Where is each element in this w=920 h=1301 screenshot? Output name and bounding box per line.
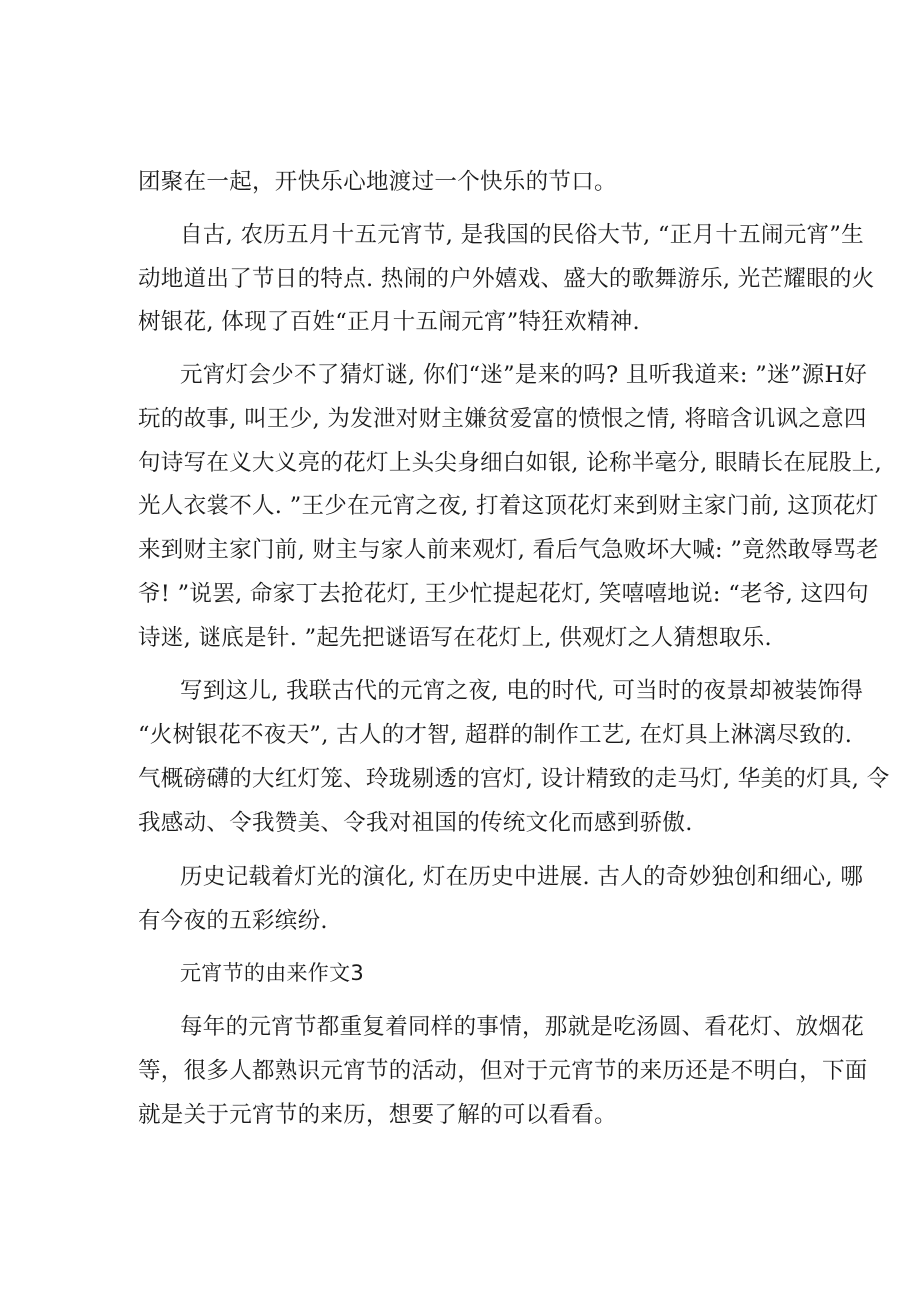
paragraph-3-line-1: 元宵灯会少不了猜灯谜, 你们“迷”是来的吗? 且听我道来: ”迷”源H好 <box>180 362 868 388</box>
paragraph-3-line-2: 玩的故事, 叫王少, 为发泄对财主嫌贫爱富的愤恨之情, 将暗含讥讽之意四 <box>138 406 867 432</box>
paragraph-3-line-5: 来到财主家门前, 财主与家人前来观灯, 看后气急败坏大喊: ”竟然敢辱骂老 <box>138 537 879 563</box>
paragraph-4-line-1: 写到这儿, 我联古代的元宵之夜, 电的时代, 可当时的夜景却被装饰得 <box>180 678 864 704</box>
paragraph-7-line-3: 就是关于元宵节的来历，想要了解的可以看看。 <box>138 1102 617 1128</box>
paragraph-2-line-3: 树银花, 体现了百姓“正月十五闹元宵”特狂欢精神. <box>138 309 640 335</box>
paragraph-5-line-1: 历史记载着灯光的演化, 灯在历史中进展. 古人的奇妙独创和细心, 哪 <box>180 864 864 890</box>
paragraph-1-line-1: 团聚在一起，开快乐心地渡过一个快乐的节口。 <box>138 169 617 195</box>
paragraph-3-line-3: 句诗写在义大义亮的花灯上头尖身细白如银, 论称半毫分, 眼睛长在屁股上, <box>138 450 883 476</box>
paragraph-7-line-2: 等，很多人都熟识元宵节的活动，但对于元宵节的来历还是不明白，下面 <box>138 1058 868 1084</box>
paragraph-2-line-1: 自古, 农历五月十五元宵节, 是我国的民俗大节, “正月十五闹元宵”生 <box>180 222 864 248</box>
paragraph-3-line-6: 爷! ”说罢, 命家丁去抢花灯, 王少忙提起花灯, 笑嘻嘻地说: “老爷, 这四句 <box>138 581 869 607</box>
paragraph-2-line-2: 动地道出了节日的特点. 热闹的户外嬉戏、盛大的歌舞游乐, 光芒耀眼的火 <box>138 266 875 292</box>
paragraph-5-line-2: 有今夜的五彩缤纷. <box>138 908 328 934</box>
section-heading: 元宵节的由来作文3 <box>180 961 365 985</box>
paragraph-3-line-7: 诗迷, 谜底是针. ”起先把谜语写在花灯上, 供观灯之人猜想取乐. <box>138 625 772 651</box>
paragraph-4-line-4: 我感动、令我赞美、令我对祖国的传统文化而感到骄傲. <box>138 810 693 836</box>
paragraph-7-line-1: 每年的元宵节都重复着同样的事情，那就是吃汤圆、看花灯、放烟花 <box>180 1014 865 1040</box>
paragraph-4-line-3: 气概磅礴的大红灯笼、玲珑剔透的宫灯, 设计精致的走马灯, 华美的灯具, 令 <box>138 766 890 792</box>
paragraph-3-line-4: 光人衣裳不人. ”王少在元宵之夜, 打着这顶花灯来到财主家门前, 这顶花灯 <box>138 493 879 519</box>
paragraph-4-line-2: “火树银花不夜天”, 古人的才智, 超群的制作工艺, 在灯具上淋漓尽致的. <box>138 722 853 748</box>
